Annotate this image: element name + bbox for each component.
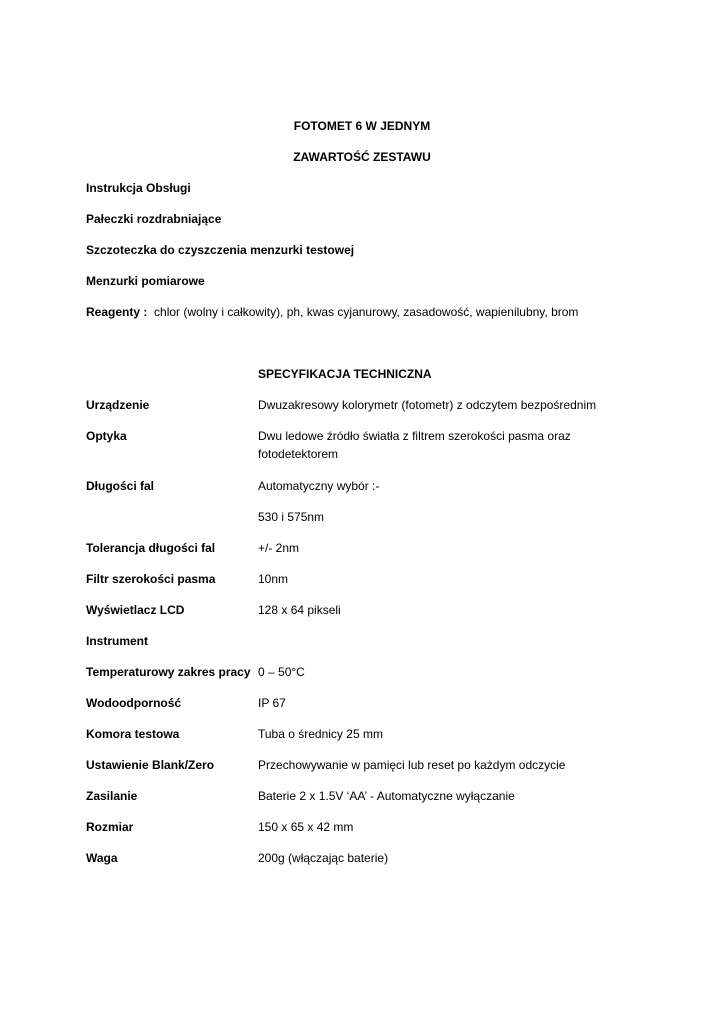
spec-value-continued: fotodetektorem bbox=[258, 447, 339, 461]
spec-label: Urządzenie bbox=[86, 398, 150, 412]
spec-value: +/- 2nm bbox=[258, 541, 300, 555]
spec-label: Wodoodporność bbox=[86, 696, 182, 710]
spec-value: 200g (włączając baterie) bbox=[258, 851, 389, 865]
spec-label: Temperaturowy zakres pracy bbox=[86, 665, 251, 679]
spec-label: Ustawienie Blank/Zero bbox=[86, 758, 215, 772]
reagents-label: Reagenty : bbox=[86, 305, 148, 319]
spec-label: Filtr szerokości pasma bbox=[86, 572, 216, 586]
spec-label: Rozmiar bbox=[86, 820, 134, 834]
spec-value: Baterie 2 x 1.5V ‘AA’ - Automatyczne wyłączanie bbox=[258, 789, 515, 803]
spec-value: 0 – 50°C bbox=[258, 665, 305, 679]
spec-value: Automatyczny wybór :- bbox=[258, 479, 380, 493]
spec-label: Instrument bbox=[86, 634, 149, 648]
spec-value: IP 67 bbox=[258, 696, 286, 710]
kit-item: Szczoteczka do czyszczenia menzurki testowej bbox=[86, 243, 355, 257]
spec-value: 10nm bbox=[258, 572, 289, 586]
spec-value: 128 x 64 pikseli bbox=[258, 603, 341, 617]
reagents-value: chlor (wolny i całkowity), ph, kwas cyjanurowy, zasadowość, wapienilubny, brom bbox=[154, 305, 579, 319]
spec-label: Wyświetlacz LCD bbox=[86, 603, 185, 617]
kit-heading: ZAWARTOŚĆ ZESTAWU bbox=[293, 150, 431, 164]
spec-value: Tuba o średnicy 25 mm bbox=[258, 727, 383, 741]
spec-label: Komora testowa bbox=[86, 727, 180, 741]
spec-value: Dwuzakresowy kolorymetr (fotometr) z odczytem bezpośrednim bbox=[258, 398, 597, 412]
spec-value: 530 i 575nm bbox=[258, 510, 325, 524]
kit-item: Instrukcja Obsługi bbox=[86, 181, 191, 195]
spec-label: Zasilanie bbox=[86, 789, 138, 803]
spec-value: 150 x 65 x 42 mm bbox=[258, 820, 354, 834]
spec-heading: SPECYFIKACJA TECHNICZNA bbox=[258, 367, 432, 381]
spec-value: Przechowywanie w pamięci lub reset po każdym odczycie bbox=[258, 758, 566, 772]
reagents-line bbox=[86, 304, 578, 320]
spec-value: Dwu ledowe źródło światła z filtrem szerokości pasma oraz bbox=[258, 429, 571, 443]
spec-label: Optyka bbox=[86, 429, 127, 443]
kit-item: Pałeczki rozdrabniające bbox=[86, 212, 222, 226]
spec-label: Waga bbox=[86, 851, 118, 865]
kit-item: Menzurki pomiarowe bbox=[86, 274, 205, 288]
spec-label: Długości fal bbox=[86, 479, 155, 493]
spec-label: Tolerancja długości fal bbox=[86, 541, 216, 555]
document-title: FOTOMET 6 W JEDNYM bbox=[293, 119, 431, 133]
